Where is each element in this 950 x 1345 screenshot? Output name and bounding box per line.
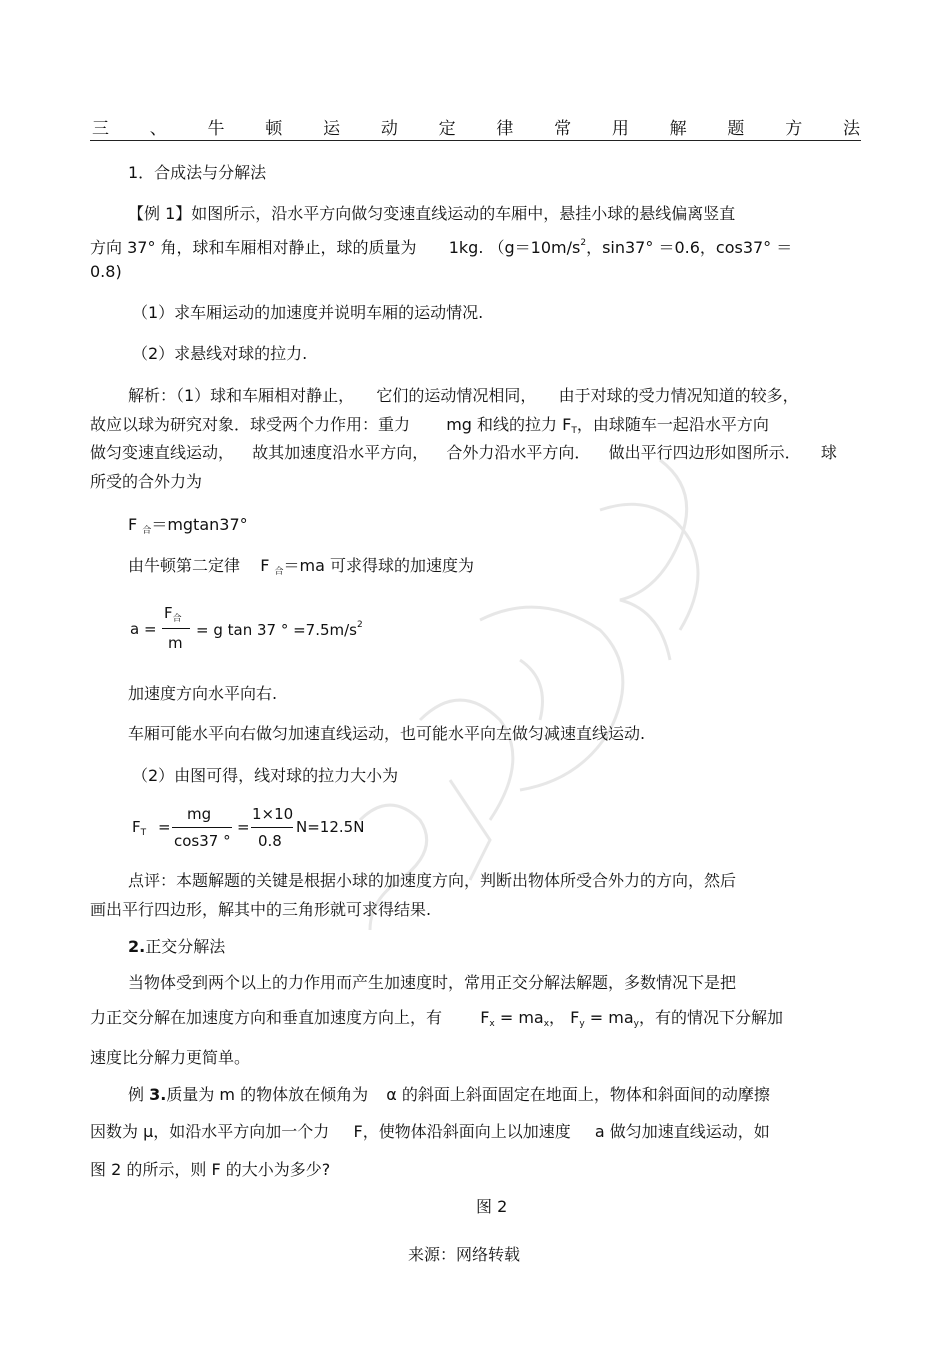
section-heading-1: 1．合成法与分解法	[128, 163, 267, 182]
subscript: y	[633, 1019, 639, 1029]
heading-text: 正交分解法	[145, 937, 226, 956]
title-char: 定	[438, 119, 456, 139]
title-char: 动	[380, 119, 398, 139]
example-1-line-1: 【例 1】如图所示，沿水平方向做匀变速直线运动的车厢中，悬挂小球的悬线偏离竖直	[128, 204, 736, 223]
formula-text: = ma	[589, 1008, 634, 1027]
eq-rhs: N=12.5N	[296, 818, 365, 836]
title-char: 顿	[265, 119, 283, 139]
orthogonal-text: ，有的情况下分解加	[639, 1008, 784, 1027]
question-2: （2）求悬线对球的拉力.	[132, 344, 308, 363]
solution-line-3	[90, 443, 837, 463]
subscript: 合	[142, 526, 152, 536]
example-text: 例	[128, 1085, 145, 1104]
comment-line-1: 点评：本题解题的关键是根据小球的加速度方向，判断出物体所受合外力的方向，然后	[128, 871, 737, 890]
title-char: 三	[92, 119, 109, 139]
eq-numerator-2: 1×10	[252, 805, 294, 823]
example-text: 的斜面上斜面固定在地面上，物体和斜面间的动摩擦	[401, 1085, 770, 1104]
equation-text: ＝mgtan37°	[151, 515, 248, 534]
example-3-line-3: 图 2 的所示，则 F 的大小为多少?	[90, 1160, 331, 1179]
question-1: （1）求车厢运动的加速度并说明车厢的运动情况.	[132, 303, 484, 322]
solution-text: 解析：（1）球和车厢相对静止，	[128, 386, 355, 405]
solution-text: 由于对球的受力情况知道的较多，	[558, 386, 799, 405]
figure-label: 图 2	[476, 1197, 508, 1216]
example-text: 1kg. （g＝10m/s	[448, 238, 581, 257]
example-text: 因数为	[90, 1122, 139, 1141]
example-text: ，如沿水平方向加一个力	[153, 1122, 330, 1141]
eq-numerator-1: mg	[187, 805, 212, 823]
eq-rhs-text: = g tan 37 ° =7.5m/s	[196, 621, 358, 639]
law-text: 由牛顿第二定律	[128, 556, 241, 575]
solution-text: 故应以球为研究对象．球受两个力作用：重力	[90, 415, 411, 434]
formula-text: ，	[549, 1008, 566, 1027]
solution-text: ，由球随车一起沿水平方向	[576, 415, 769, 434]
subscript: T	[140, 828, 147, 838]
fraction-bar	[162, 628, 190, 629]
eq-denominator: m	[168, 634, 183, 652]
example-text: ，sin37° ＝0.6，cos37° ＝	[586, 238, 793, 257]
orthogonal-text: 力正交分解在加速度方向和垂直加速度方向上，有	[90, 1008, 443, 1027]
title-char: 解	[669, 119, 687, 139]
title-char: 题	[727, 119, 745, 139]
eq-denominator-1: cos37 °	[174, 832, 231, 850]
eq-lhs	[132, 818, 146, 838]
example-text: F，使物体沿斜面向上以加速度	[353, 1122, 571, 1141]
eq-rhs	[196, 620, 363, 639]
example-1-line-3: 0.8)	[90, 262, 122, 281]
title-char: 常	[554, 119, 572, 139]
law-text: ＝ma 可求得球的加速度为	[283, 556, 474, 575]
title-char: 运	[323, 119, 341, 139]
subscript: T	[571, 426, 577, 436]
subscript: y	[579, 1019, 585, 1029]
example-3-line-1	[128, 1085, 770, 1105]
solution-line-4: 所受的合外力为	[90, 472, 203, 491]
subscript: x	[489, 1019, 495, 1029]
example-text: 方向 37° 角，球和车厢相对静止，球的质量为	[90, 238, 417, 257]
title-char: 方	[785, 119, 803, 139]
orthogonal-line-1: 当物体受到两个以上的力作用而产生加速度时，常用正交分解法解题，多数情况下是把	[128, 973, 737, 992]
page-title	[92, 114, 860, 138]
solution-text: 做匀变速直线运动，	[90, 443, 235, 462]
example-3-line-2	[90, 1122, 770, 1142]
example-number: 3.	[149, 1085, 167, 1104]
title-char: 、	[149, 119, 167, 139]
solution-text: mg 和线的拉力 F	[446, 415, 572, 434]
title-char: 律	[496, 119, 514, 139]
eq-equals: =	[158, 818, 171, 836]
source-note: 来源：网络转载	[408, 1245, 521, 1264]
eq-num-text: F	[164, 604, 173, 622]
eq-denominator-2: 0.8	[258, 832, 282, 850]
solution-text: 球	[820, 443, 837, 462]
law-text: F	[260, 556, 270, 575]
orthogonal-line-3: 速度比分解力更简单。	[90, 1048, 251, 1067]
acceleration-direction: 加速度方向水平向右.	[128, 684, 278, 703]
title-underline	[90, 140, 861, 141]
superscript: 2	[357, 620, 363, 630]
example-1-line-2	[90, 233, 792, 258]
solution-text: 故其加速度沿水平方向，	[252, 443, 429, 462]
title-char: 牛	[207, 119, 225, 139]
heading-number: 2.	[128, 937, 146, 956]
example-text: 质量为 m 的物体放在倾角为	[166, 1085, 369, 1104]
carriage-motion: 车厢可能水平向右做匀加速直线运动，也可能水平向左做匀减速直线运动.	[128, 724, 646, 743]
formula-text: F	[570, 1008, 580, 1027]
fraction-bar-1	[172, 827, 232, 828]
subscript: x	[543, 1019, 550, 1029]
formula-text: = ma	[499, 1008, 544, 1027]
orthogonal-line-2	[90, 1008, 783, 1034]
eq-lhs: a =	[130, 620, 157, 638]
solution-text: 它们的运动情况相同，	[376, 386, 537, 405]
superscript: 2	[580, 238, 587, 248]
subscript: 合	[172, 614, 182, 624]
solution-line-2	[90, 415, 769, 441]
equation-text: F	[128, 515, 138, 534]
solution-line-1	[128, 386, 799, 406]
subscript: 合	[274, 567, 284, 577]
eq-equals-2: =	[237, 818, 250, 836]
equation-net-force	[128, 515, 248, 541]
title-char: 用	[611, 119, 629, 139]
solution-text: 做出平行四边形如图所示．	[608, 443, 801, 462]
section-heading-2	[128, 937, 225, 957]
title-char: 法	[842, 119, 860, 139]
formula-text: F	[480, 1008, 490, 1027]
question-2-solution: （2）由图可得，线对球的拉力大小为	[132, 766, 399, 785]
alpha-symbol: α	[386, 1085, 397, 1104]
eq-lhs-text: F	[132, 818, 141, 836]
watermark-graphic	[300, 420, 780, 940]
fraction-bar-2	[251, 827, 293, 828]
example-text: a 做匀加速直线运动，如	[594, 1122, 770, 1141]
comment-line-2: 画出平行四边形，解其中的三角形就可求得结果.	[90, 900, 432, 919]
solution-text: 合外力沿水平方向．	[446, 443, 591, 462]
mu-symbol: μ	[143, 1122, 154, 1141]
eq-numerator	[164, 604, 182, 624]
newton-second-law-line	[128, 556, 474, 582]
